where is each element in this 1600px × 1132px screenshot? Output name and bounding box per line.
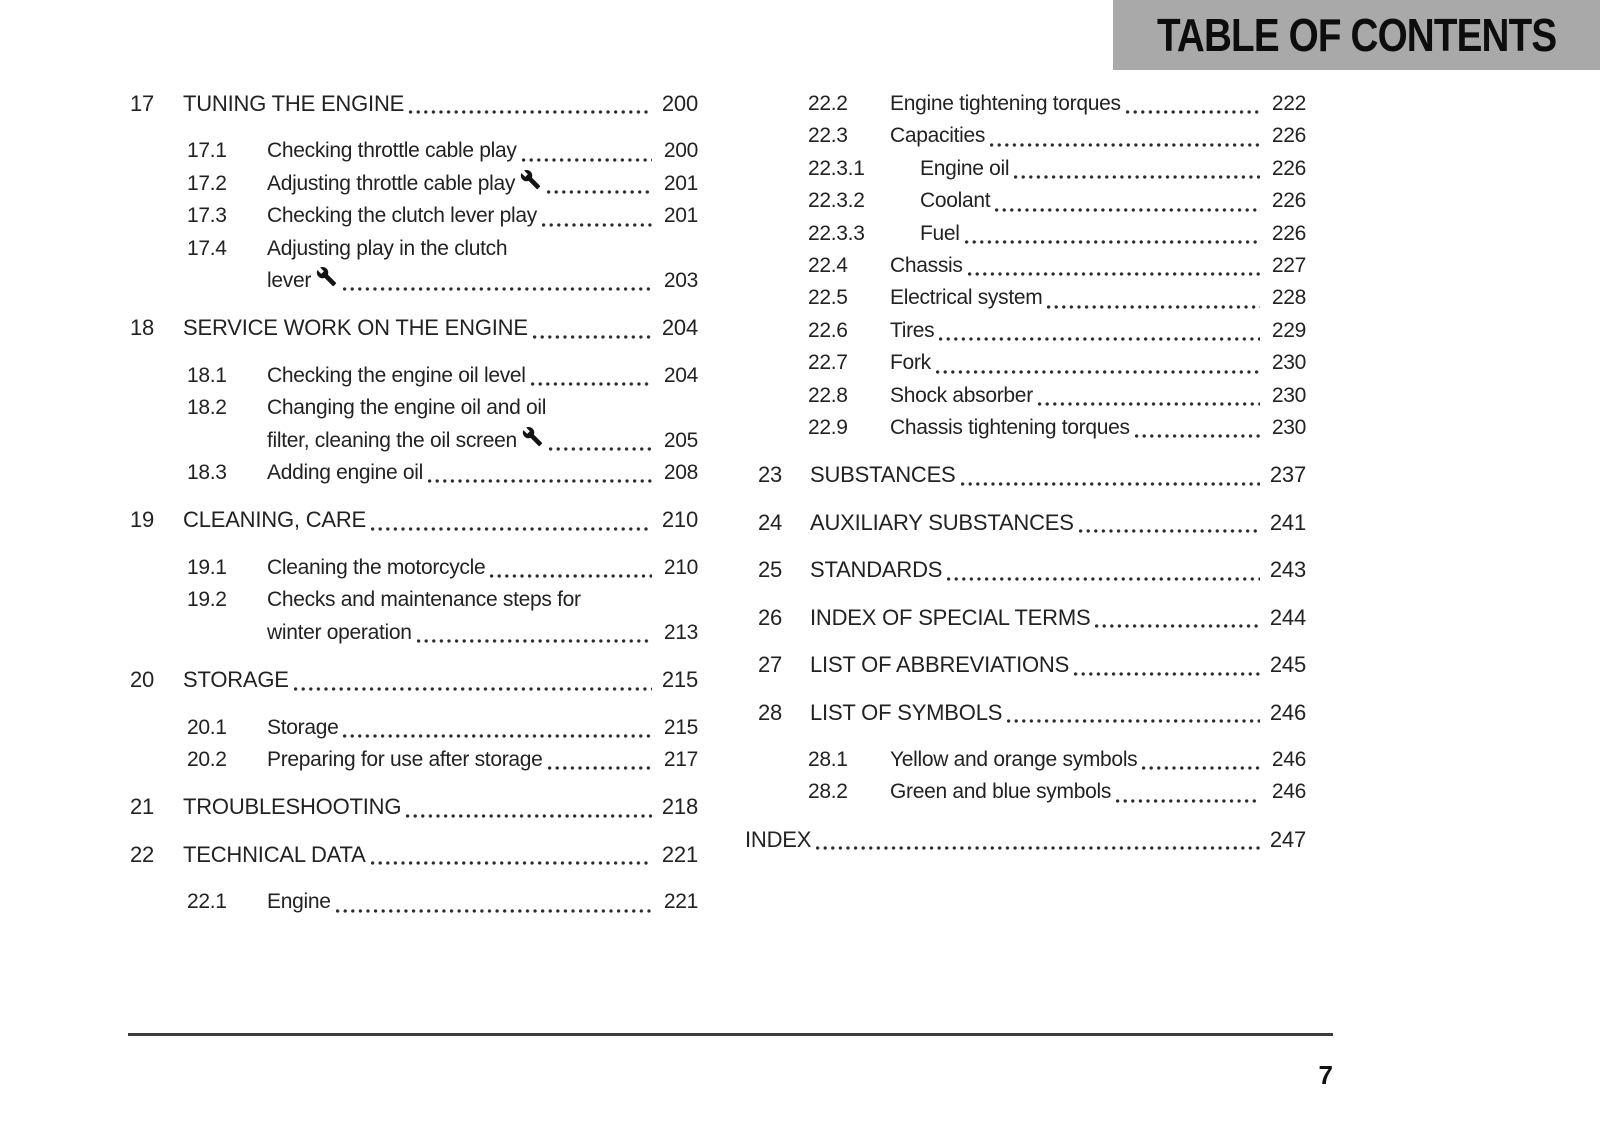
- entry-number: 27: [758, 652, 783, 678]
- entry-page-number: 208: [663, 461, 698, 485]
- entry-number: 17.2: [187, 171, 227, 195]
- entry-title: Preparing for use after storage: [267, 747, 543, 771]
- toc-entry-22.3.2: [745, 185, 1306, 217]
- entry-title: Tires: [890, 318, 935, 342]
- entry-page-number: 210: [663, 555, 698, 579]
- entry-number: 22.3: [808, 124, 848, 148]
- entry-title: Adjusting throttle cable play: [267, 171, 516, 195]
- entry-title-line-2: [267, 617, 698, 649]
- toc-entry-19.2: [130, 584, 698, 649]
- entry-page-number: 204: [663, 363, 698, 387]
- entry-title: Engine tightening torques: [890, 92, 1121, 115]
- toc-column-left: [130, 88, 698, 919]
- entry-page-number: 246: [1271, 747, 1306, 771]
- entry-title-line-1: Changing the engine oil and oil: [267, 396, 547, 420]
- entry-number: 22.9: [808, 416, 848, 440]
- entry-title-line-2: [267, 265, 698, 297]
- toc-entry-22: [130, 839, 698, 871]
- entry-page-number: 226: [1271, 221, 1306, 245]
- entry-page-number: 215: [661, 667, 698, 693]
- dot-leader: [1047, 305, 1260, 309]
- dot-leader: [1038, 402, 1260, 406]
- entry-number: 17.4: [187, 236, 227, 260]
- dot-leader: [417, 639, 652, 643]
- entry-number: 28.2: [808, 780, 848, 804]
- dot-leader: [1126, 110, 1260, 114]
- dot-leader: [490, 574, 652, 578]
- dot-leader: [968, 272, 1260, 276]
- entry-page-number: 201: [663, 204, 698, 228]
- entry-number: 26: [758, 604, 783, 630]
- entry-page-number: 205: [663, 428, 698, 452]
- entry-page-number: 246: [1271, 780, 1306, 804]
- wrench-icon: [522, 426, 543, 447]
- entry-page-number: 221: [661, 841, 698, 867]
- dot-leader: [995, 208, 1260, 212]
- entry-title-block: [267, 233, 698, 298]
- entry-title: Coolant: [920, 189, 991, 213]
- toc-entry-21: [130, 791, 698, 823]
- entry-page-number: 228: [1271, 286, 1306, 310]
- dot-leader: [371, 527, 652, 531]
- dot-leader: [406, 814, 652, 818]
- page-number: 7: [1318, 1060, 1333, 1090]
- entry-title: INDEX OF SPECIAL TERMS: [810, 604, 1091, 630]
- toc-entry-23: [745, 459, 1306, 491]
- toc-entry-27: [745, 649, 1306, 681]
- dot-leader: [343, 734, 652, 738]
- dot-leader: [531, 382, 652, 386]
- entry-number: 20: [130, 667, 155, 693]
- dot-leader: [1014, 175, 1260, 179]
- dot-leader: [1116, 799, 1260, 803]
- entry-page-number: 201: [663, 171, 698, 195]
- entry-number: 22: [130, 841, 155, 867]
- toc-entry-17.2: [130, 168, 698, 200]
- entry-page-number: 210: [661, 507, 698, 533]
- dot-leader: [371, 861, 652, 865]
- dot-leader: [1142, 766, 1260, 770]
- entry-title: LIST OF ABBREVIATIONS: [810, 652, 1070, 678]
- toc-entry-26: [745, 602, 1306, 634]
- entry-page-number: 241: [1269, 509, 1306, 535]
- dot-leader: [965, 240, 1260, 244]
- entry-number: 20.2: [187, 747, 227, 771]
- dot-leader: [547, 190, 652, 194]
- dot-leader: [1095, 624, 1260, 628]
- entry-number: 17.1: [187, 139, 227, 163]
- entry-page-number: 227: [1271, 254, 1306, 278]
- entry-title: Green and blue symbols: [890, 780, 1112, 804]
- entry-title: SERVICE WORK ON THE ENGINE: [183, 315, 528, 341]
- entry-number: 22.3.1: [808, 156, 865, 180]
- entry-page-number: 237: [1269, 462, 1306, 488]
- entry-number: 22.5: [808, 286, 848, 310]
- dot-leader: [1074, 672, 1260, 676]
- toc-entry-22.1: [130, 886, 698, 918]
- wrench-icon: [316, 266, 337, 287]
- dot-leader: [1135, 434, 1260, 438]
- entry-number: 22.8: [808, 383, 848, 407]
- toc-entry-22.9: [745, 412, 1306, 444]
- toc-entry-18: [130, 312, 698, 344]
- entry-title: STORAGE: [183, 667, 289, 693]
- dot-leader: [548, 766, 652, 770]
- toc-entry-22.7: [745, 347, 1306, 379]
- entry-title: Checking the clutch lever play: [267, 204, 537, 228]
- toc-entry-22.5: [745, 282, 1306, 314]
- entry-page-number: 200: [663, 139, 698, 163]
- entry-page-number: 215: [663, 715, 698, 739]
- entry-title: Checking the engine oil level: [267, 363, 526, 387]
- toc-entry-index: [745, 824, 1306, 856]
- toc-entry-18.1: [130, 360, 698, 392]
- dot-leader: [1007, 719, 1260, 723]
- wrench-icon: [520, 169, 541, 190]
- dot-leader: [522, 158, 652, 162]
- page-header-band: [1113, 0, 1600, 70]
- entry-page-number: 226: [1271, 189, 1306, 213]
- entry-number: 18: [130, 315, 155, 341]
- entry-page-number: 247: [1269, 826, 1306, 852]
- toc-entry-22.6: [745, 315, 1306, 347]
- entry-page-number: 246: [1269, 699, 1306, 725]
- entry-title: Engine oil: [920, 156, 1010, 180]
- footer-divider: [128, 1033, 1333, 1036]
- entry-title: Chassis tightening torques: [890, 416, 1130, 440]
- entry-number: 18.3: [187, 461, 227, 485]
- entry-number: 25: [758, 557, 783, 583]
- dot-leader: [542, 223, 652, 227]
- entry-title-block: [267, 392, 698, 457]
- entry-title: Checking throttle cable play: [267, 139, 517, 163]
- dot-leader: [343, 287, 652, 291]
- dot-leader: [533, 335, 652, 339]
- entry-page-number: 244: [1269, 604, 1306, 630]
- toc-entry-20.1: [130, 712, 698, 744]
- dot-leader: [961, 482, 1260, 486]
- toc-entry-20: [130, 664, 698, 696]
- entry-page-number: 204: [661, 315, 698, 341]
- entry-title: Chassis: [890, 254, 963, 278]
- toc-entry-28.2: [745, 776, 1306, 808]
- dot-leader: [947, 577, 1260, 581]
- entry-number: 18.1: [187, 363, 227, 387]
- toc-entry-22.2: [745, 88, 1306, 120]
- entry-title-line-1: Checks and maintenance steps for: [267, 588, 581, 612]
- entry-title: AUXILIARY SUBSTANCES: [810, 509, 1074, 535]
- dot-leader: [409, 110, 652, 114]
- toc-entry-28.1: [745, 744, 1306, 776]
- toc-entry-20.2: [130, 744, 698, 776]
- toc-entry-19.1: [130, 552, 698, 584]
- entry-number: 28: [758, 699, 783, 725]
- entry-title: CLEANING, CARE: [183, 507, 367, 533]
- entry-page-number: 203: [663, 269, 698, 293]
- entry-page-number: 230: [1271, 351, 1306, 375]
- entry-page-number: 217: [663, 747, 698, 771]
- toc-entry-25: [745, 554, 1306, 586]
- dot-leader: [428, 479, 652, 483]
- toc-entry-17: [130, 88, 698, 120]
- entry-title: Engine: [267, 890, 331, 914]
- entry-number: 22.2: [808, 92, 848, 115]
- entry-title: Cleaning the motorcycle: [267, 555, 486, 579]
- entry-number: 17: [130, 91, 155, 116]
- entry-title: TROUBLESHOOTING: [183, 794, 402, 820]
- toc-entry-17.4: [130, 233, 698, 298]
- dot-leader: [1079, 529, 1260, 533]
- entry-page-number: 213: [663, 620, 698, 644]
- entry-title: Capacities: [890, 124, 986, 148]
- entry-page-number: 245: [1269, 652, 1306, 678]
- toc-entry-22.3: [745, 120, 1306, 152]
- entry-title: Fork: [890, 351, 931, 375]
- entry-number: 21: [130, 794, 155, 820]
- entry-page-number: 230: [1271, 383, 1306, 407]
- entry-title: TECHNICAL DATA: [183, 841, 366, 867]
- entry-page-number: 226: [1271, 156, 1306, 180]
- entry-title: Adding engine oil: [267, 461, 424, 485]
- toc-entry-22.4: [745, 250, 1306, 282]
- entry-page-number: 218: [661, 794, 698, 820]
- dot-leader: [936, 370, 1260, 374]
- toc-entry-22.8: [745, 380, 1306, 412]
- entry-page-number: 243: [1269, 557, 1306, 583]
- page-title: TABLE OF CONTENTS: [1156, 9, 1557, 61]
- entry-title: LIST OF SYMBOLS: [810, 699, 1003, 725]
- entry-number: 22.4: [808, 254, 848, 278]
- entry-title: STANDARDS: [810, 557, 943, 583]
- entry-page-number: 222: [1271, 92, 1306, 115]
- toc-entry-22.3.3: [745, 218, 1306, 250]
- entry-number: 18.2: [187, 396, 227, 420]
- entry-title: Storage: [267, 715, 339, 739]
- entry-number: 17.3: [187, 204, 227, 228]
- entry-page-number: 229: [1271, 318, 1306, 342]
- dot-leader: [336, 909, 652, 913]
- entry-number: 23: [758, 462, 783, 488]
- entry-number: 28.1: [808, 747, 848, 771]
- toc-column-right: [745, 88, 1306, 871]
- toc-entry-17.3: [130, 200, 698, 232]
- entry-number: 19.1: [187, 555, 227, 579]
- dot-leader: [816, 846, 1260, 850]
- entry-number: 22.3.2: [808, 189, 865, 213]
- toc-entry-18.2: [130, 392, 698, 457]
- entry-title: INDEX: [745, 826, 812, 852]
- entry-title: Shock absorber: [890, 383, 1033, 407]
- entry-title: lever: [267, 269, 312, 293]
- entry-number: 19.2: [187, 588, 227, 612]
- entry-title: TUNING THE ENGINE: [183, 91, 405, 116]
- entry-title: Yellow and orange symbols: [890, 747, 1138, 771]
- toc-entry-18.3: [130, 457, 698, 489]
- entry-number: 20.1: [187, 715, 227, 739]
- entry-title-block: [267, 584, 698, 649]
- entry-title: Electrical system: [890, 286, 1043, 310]
- dot-leader: [990, 143, 1260, 147]
- entry-title: filter, cleaning the oil screen: [267, 428, 517, 452]
- entry-number: 22.6: [808, 318, 848, 342]
- toc-entry-19: [130, 504, 698, 536]
- dot-leader: [939, 337, 1260, 341]
- toc-entry-17.1: [130, 135, 698, 167]
- entry-number: 22.7: [808, 351, 848, 375]
- entry-page-number: 226: [1271, 124, 1306, 148]
- entry-page-number: 230: [1271, 416, 1306, 440]
- toc-entry-22.3.1: [745, 153, 1306, 185]
- entry-title-line-1: Adjusting play in the clutch: [267, 236, 508, 260]
- entry-title-line-2: [267, 425, 698, 457]
- entry-title: Fuel: [920, 221, 960, 245]
- entry-number: 22.1: [187, 890, 227, 914]
- toc-entry-28: [745, 697, 1306, 729]
- dot-leader: [549, 447, 652, 451]
- entry-title: winter operation: [267, 620, 412, 644]
- entry-page-number: 221: [663, 890, 698, 914]
- entry-page-number: 200: [661, 91, 698, 116]
- entry-title: SUBSTANCES: [810, 462, 956, 488]
- entry-number: 22.3.3: [808, 221, 865, 245]
- toc-entry-24: [745, 507, 1306, 539]
- dot-leader: [294, 687, 652, 691]
- entry-number: 24: [758, 509, 783, 535]
- entry-number: 19: [130, 507, 155, 533]
